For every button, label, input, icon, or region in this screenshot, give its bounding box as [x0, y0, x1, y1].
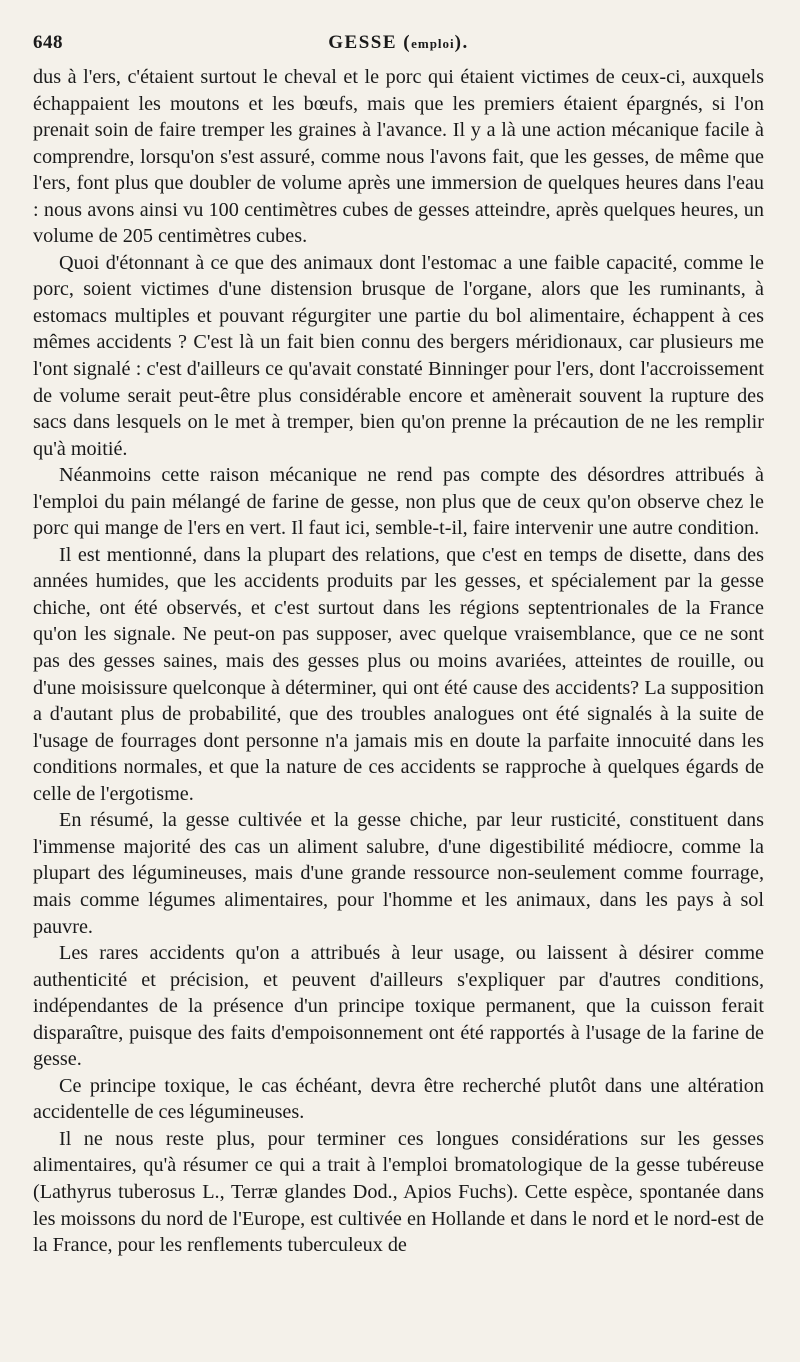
- running-subtitle: emploi: [411, 36, 455, 51]
- running-subtitle-open: (: [397, 32, 412, 53]
- running-title: GESSE: [328, 32, 398, 53]
- page-number: 648: [33, 32, 63, 53]
- running-subtitle-close: ).: [454, 32, 469, 53]
- paragraph-tuberous-pea: Il ne nous reste plus, pour terminer ces longues considérations sur les gesses alimentaires, qu'à résumer ce qui a trait à l'emploi bromatologique de la gesse tubéreuse (Lathyrus tuberosus L., Terræ glandes Dod., Apios Fuchs). Cette espèce, spontanée dans les moissons du nord de l'Europe, est cultivée en Hollande et dans le nord et le nord-est de la France, pour les renflements tuberculeux de: [33, 1127, 764, 1257]
- paragraph-stomach-capacity: Quoi d'étonnant à ce que des animaux dont l'estomac a une faible capacité, comme le porc, soient victimes d'une distension brusque de l'organe, alors que les ruminants, à estomacs multiples et pouvant régurgiter une partie du bol alimentaire, échappent à ces mêmes accidents ? C'est là un fait bien connu des bergers méridionaux, car plusieurs me l'ont signalé : c'est d'ailleurs ce qu'avait constaté Binninger pour l'ers, dont l'accroissement de volume serait peut-être plus considérable encore et amènerait souvent la rupture des sacs dans lesquels on le met à tremper, bien qu'on prenne la précaution de ne les remplir qu'à moitié.: [33, 251, 764, 460]
- paragraph-toxic-principle: Ce principe toxique, le cas échéant, devra être recherché plutôt dans une altération accidentelle de ces légumineuses.: [33, 1074, 764, 1124]
- page-header: [33, 30, 764, 64]
- running-head: [33, 32, 764, 54]
- body-text: [33, 64, 764, 1259]
- paragraph-rare-accidents: Les rares accidents qu'on a attribués à leur usage, ou laissent à désirer comme authenticité et précision, et peuvent d'ailleurs s'expliquer par d'autres conditions, indépendantes de la présence d'un principe toxique permanent, que la cuisson ferait disparaître, puisque des faits d'empoisonnement ont été rapportés à l'usage de la farine de gesse.: [33, 942, 764, 1071]
- paragraph-continuation: dus à l'ers, c'étaient surtout le cheval et le porc qui étaient victimes de ceux-ci, auxquels échappaient les moutons et les bœufs, mais que les premiers étaient épargnés, si l'on prenait soin de faire tremper les graines à l'avance. Il y a là une action mécanique facile à comprendre, lorsqu'on s'est assuré, comme nous l'avons fait, que les gesses, de même que l'ers, font plus que doubler de volume après une immersion de quelques heures dans l'eau : nous avons ainsi vu 100 centimètres cubes de gesses atteindre, après quelques heures, un volume de 205 centimètres cubes.: [33, 66, 764, 248]
- paragraph-famine-conditions: Il est mentionné, dans la plupart des relations, que c'est en temps de disette, dans des années humides, que les accidents produits par les gesses, et spécialement par la gesse chiche, ont été observés, et c'est surtout dans les régions septentrionales de la France qu'on les signale. Ne peut-on pas supposer, avec quelque vraisemblance, que ce ne sont pas des gesses saines, mais des gesses plus ou moins avariées, atteintes de rouille, ou d'une moisissure quelconque à déterminer, qui ont été cause des accidents? La supposition a d'autant plus de probabilité, que des troubles analogues ont été signalés à la suite de l'usage de fourrages dont personne n'a jamais mis en doute la parfaite innocuité dans les conditions normales, et que la nature de ces accidents se rapproche à quelques égards de celle de l'ergotisme.: [33, 543, 764, 805]
- paragraph-summary: En résumé, la gesse cultivée et la gesse chiche, par leur rusticité, constituent dans l'immense majorité des cas un aliment salubre, d'une digestibilité médiocre, comme la plupart des légumineuses, mais d'une grande ressource non-seulement comme fourrage, mais comme légumes alimentaires, pour l'homme et les animaux, dans les pays à sol pauvre.: [33, 809, 764, 938]
- paragraph-mechanical-reason: Néanmoins cette raison mécanique ne rend pas compte des désordres attribués à l'emploi du pain mélangé de farine de gesse, non plus que de ceux qu'on observe chez le porc qui mange de l'ers en vert. Il faut ici, semble-t-il, faire intervenir une autre condition.: [33, 464, 764, 540]
